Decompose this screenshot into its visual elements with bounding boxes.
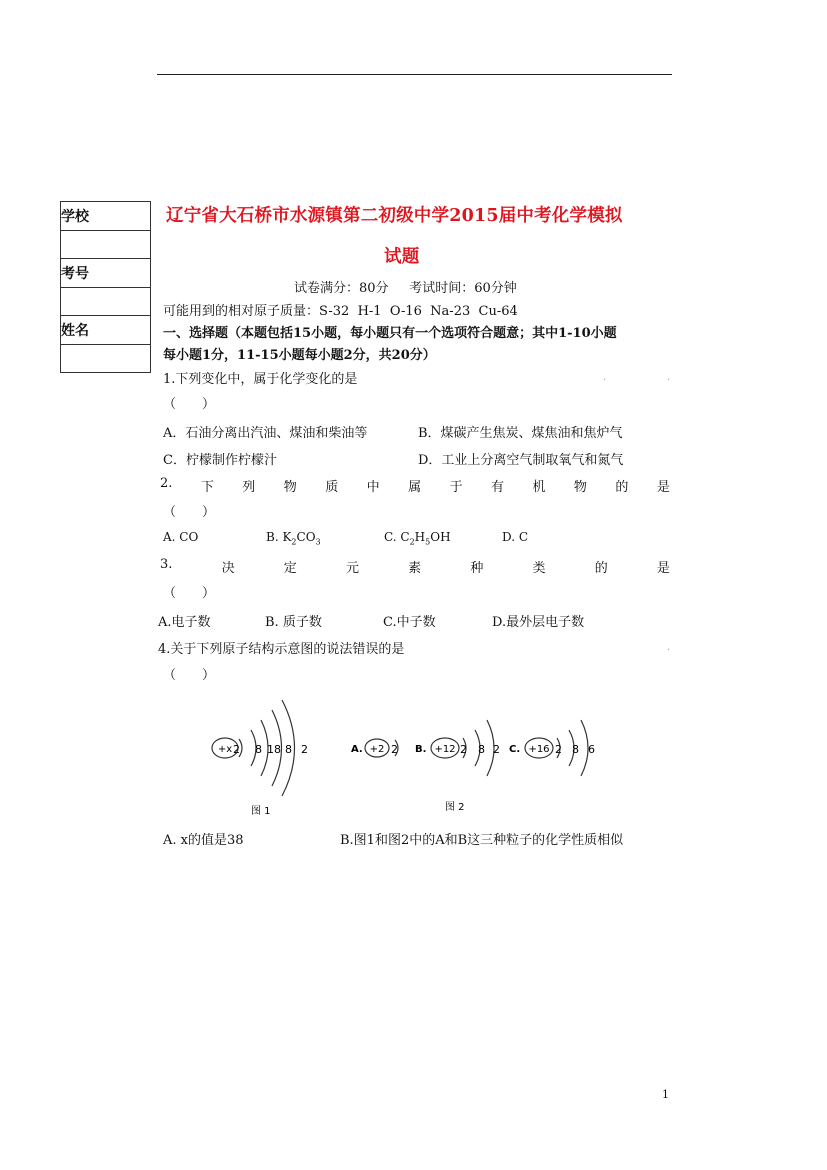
q3-paren: （ ） [163,586,216,601]
page-number: 1 [662,1088,669,1101]
q4-paren: （ ） [163,668,216,683]
q1-option-d: D．工业上分离空气制取氧气和氮气 [418,453,624,468]
figure2-label-b: B. [415,744,427,755]
figure1-shell-8: 8 [255,743,262,756]
q2-stem: 2. 下 列 物 质 中 属 于 有 机 物 的 是 [160,476,670,495]
q2-option-d: D. C [502,530,529,544]
figure1-shell-8b: 8 [285,743,292,756]
figure2-c-nucleus: +16 [528,744,550,755]
figure2-b-shell-2: 2 [460,743,467,756]
number-input-cell[interactable] [61,287,151,316]
q4-stem: 4.关于下列原子结构示意图的说法错误的是 [158,642,405,657]
q1-option-c: C．柠檬制作柠檬汁 [163,453,277,468]
q1-stem: 1.下列变化中，属于化学变化的是 [163,372,358,387]
name-label-cell: 姓名 [61,316,151,345]
q3-option-a: A.电子数 [158,615,211,630]
school-input-cell[interactable] [61,230,151,259]
figure2-c-shell-8: 8 [572,743,579,756]
section1-heading-line2: 每小题1分，11-15小题每小题2分，共20分） [163,348,436,363]
figure2-a-shell-2: 2 [391,743,398,756]
q3-stem: 3. 决 定 元 素 种 类 的 是 [160,557,670,576]
atomic-masses: 可能用到的相对原子质量：S-32 H-1 O-16 Na-23 Cu-64 [163,304,518,319]
q4-option-a: A. x的值是38 [163,833,244,848]
decor-dot: . [667,642,671,653]
figure1-caption: 图 1 [251,806,271,817]
figure1-shell-2: 2 [233,743,240,756]
q2-option-a: A. CO [163,530,199,544]
decor-dot: . [603,372,607,383]
section1-heading-line1: 一、选择题（本题包括15小题，每小题只有一个选项符合题意；其中1-10小题 [163,326,617,341]
q3-option-b: B. 质子数 [265,615,322,630]
q2-paren: （ ） [163,505,216,520]
figure1-shell-18: 18 [267,743,281,756]
figure2-a-nucleus: +2 [369,744,385,755]
student-info-table [60,201,151,373]
q4-option-b: B.图1和图2中的A和B这三种粒子的化学性质相似 [340,833,624,848]
header-rule [157,74,672,75]
q3-option-c: C.中子数 [383,615,436,630]
q2-option-c: C. $C_2H_5OH$ [384,530,451,547]
score-time: 试卷满分：80分 考试时间：60分钟 [294,281,517,296]
q1-option-b: B．煤碳产生焦炭、煤焦油和焦炉气 [418,426,623,441]
figure1-nucleus: +x [217,744,233,755]
exam-title-line2: 试题 [384,247,420,267]
figure2-b-shell-2b: 2 [493,743,500,756]
name-input-cell[interactable] [61,344,151,373]
figure2-c-shell [581,720,588,776]
decor-dot: . [667,372,671,383]
number-label-cell: 考号 [61,259,151,288]
q3-option-d: D.最外层电子数 [492,615,585,630]
exam-title-line1: 辽宁省大石桥市水源镇第二初级中学2015届中考化学模拟 [166,206,623,226]
figure2-caption: 图 2 [445,802,465,813]
figure2-label-a: A. [351,744,363,755]
q2-option-b: B. $K_2CO_3$ [266,530,321,547]
school-label-cell: 学校 [61,202,151,231]
figure2-b-shell-8: 8 [478,743,485,756]
figure2-b-nucleus: +12 [434,744,456,755]
figure2-label-c: C. [509,744,521,755]
q1-option-a: A．石油分离出汽油、煤油和柴油等 [163,426,368,441]
figure2-c-shell-2: 2 [555,743,562,756]
figure2-c-shell-6: 6 [588,743,595,756]
atomic-structure-figures [195,692,645,822]
q1-paren: （ ） [163,397,216,412]
figure1-shell-2b: 2 [301,743,308,756]
